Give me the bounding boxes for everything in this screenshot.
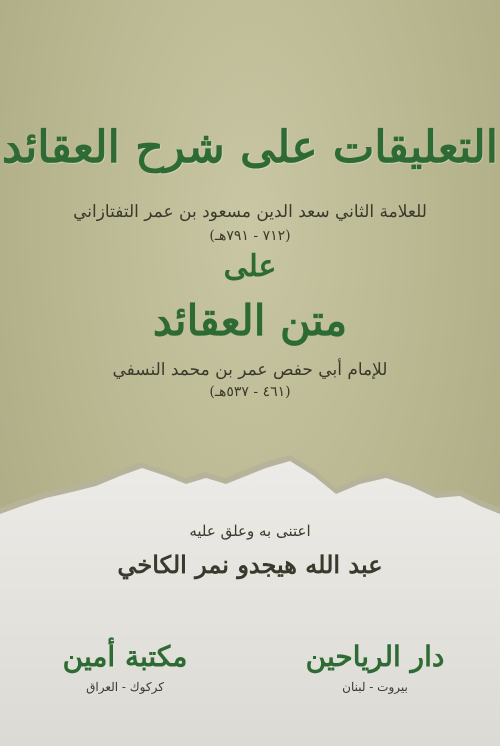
publisher-left-city: كركوك - العراق [86, 680, 164, 694]
imam-dates: (٤٦١ - ٥٣٧هـ) [209, 384, 291, 400]
publisher-right-name: دار الرياحين [305, 640, 445, 673]
publisher-right [290, 638, 460, 696]
editor-name: عبد الله هيجدو نمر الكاخي [117, 550, 383, 579]
author-dates: (٧١٢ - ٧٩١هـ) [209, 228, 291, 244]
main-title: التعليقات على شرح العقائد [2, 122, 498, 173]
subtitle: متن العقائد [152, 296, 348, 345]
on-word: على [223, 249, 277, 284]
publisher-right-city: بيروت - لبنان [342, 680, 408, 694]
torn-paper-white [0, 461, 500, 746]
publisher-left [40, 638, 210, 696]
editor-label: اعتنى به وعلق عليه [189, 522, 311, 540]
imam-line: للإمام أبي حفص عمر بن محمد النسفي [112, 360, 388, 380]
author-line: للعلامة الثاني سعد الدين مسعود بن عمر التفتازاني [73, 202, 427, 222]
publisher-left-name: مكتبة أمين [62, 640, 188, 673]
